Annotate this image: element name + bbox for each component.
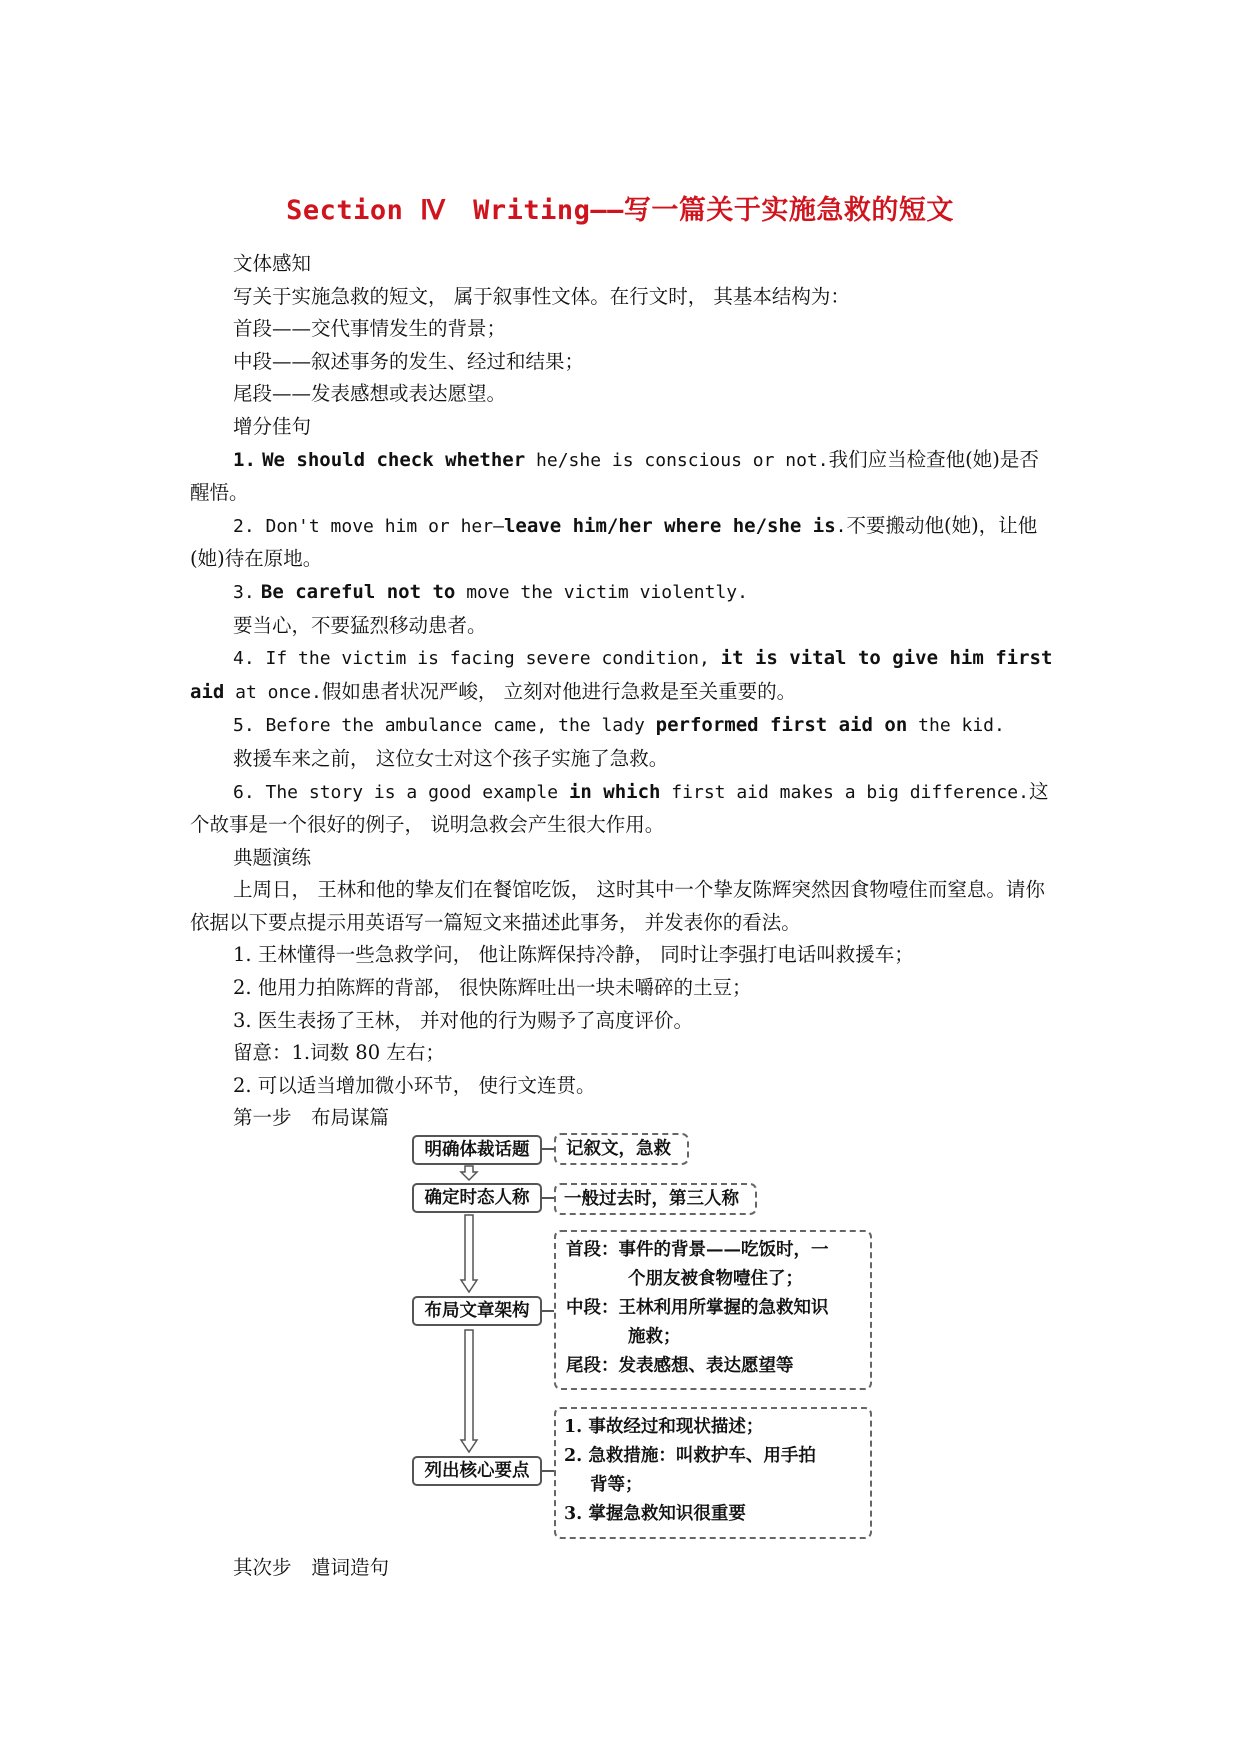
sentence-5-rest: the kid. (907, 715, 1005, 737)
sentence-6-cn: 这个故事是一个很好的例子， 说明急救会产生很大作用。 (190, 779, 1049, 837)
note-2: 2. 可以适当增加微小环节， 使行文连贯。 (233, 1073, 596, 1097)
structure-middle: 中段——叙述事务的发生、经过和结果； (233, 349, 585, 373)
arrow-1 (461, 1166, 477, 1180)
sentence-2-start: 2. Don't move him or her— (233, 515, 504, 537)
sentence-1 (190, 444, 1056, 510)
point-2: 2. 他用力拍陈辉的背部， 很快陈辉吐出一块未嚼碎的土豆； (233, 976, 752, 1000)
sentence-1-num: 1. (233, 448, 256, 471)
sentence-3-rest: move the victim violently. (455, 581, 748, 603)
flow-box-keypoints: 列出核心要点 (412, 1456, 542, 1486)
document-body (190, 248, 1056, 1135)
structure-first: 首段——交代事情发生的背景； (233, 317, 507, 341)
sentence-3-bold: Be careful not to (260, 580, 456, 603)
sentence-4-rest: at once. (224, 681, 322, 703)
practice-intro: 上周日， 王林和他的挚友们在餐馆吃饭， 这时其中一个挚友陈辉突然因食物噎住而窒息。请你依据以下要点提示用英语写一篇短文来描述此事务， 并发表你的看法。 (190, 878, 1045, 934)
sentence-4-cn: 假如患者状况严峻， 立刻对他进行急救是至关重要的。 (321, 679, 797, 703)
flow-box-genre: 明确体裁话题 (412, 1135, 542, 1165)
sentence-5-start: 5. Before the ambulance came, the lady (233, 715, 656, 737)
sentence-2-bold: leave him/her where he/she is (503, 514, 836, 537)
sentence-4 (190, 642, 1056, 709)
practice-heading: 典题演练 (233, 845, 312, 869)
sentence-6-start: 6. The story is a good example (233, 781, 569, 803)
sentence-1-bold: We should check whether (262, 448, 526, 471)
sentences-heading: 增分佳句 (233, 414, 312, 438)
flow-box-structure: 布局文章架构 (412, 1296, 542, 1326)
sentence-2-cn: 不要搬动他(她)，让他(她)待在原地。 (190, 513, 1038, 571)
sentence-4-bold: it is vital to give him first aid (190, 647, 1053, 703)
flowchart (412, 1130, 872, 1540)
genre-intro: 写关于实施急救的短文， 属于叙事性文体。在行文时， 其基本结构为： (233, 284, 850, 308)
point-3: 3. 医生表扬了王林， 并对他的行为赐予了高度评价。 (233, 1008, 694, 1032)
arrow-2 (461, 1215, 477, 1292)
note-1: 留意：1.词数 80 左右； (233, 1041, 445, 1065)
structure-last: 尾段——发表感想或表达愿望。 (233, 382, 507, 406)
section-title: Section Ⅳ Writing——写一篇关于实施急救的短文 (286, 195, 954, 226)
sentence-1-rest: he/she is conscious or not. (525, 449, 829, 471)
sentence-3-cn: 要当心，不要猛烈移动患者。 (233, 613, 487, 637)
sentence-5-bold: performed first aid on (655, 714, 908, 737)
flow-detail-keypoints: 1. 事故经过和现状描述； 2. 急救措施：叫救护车、用手拍 背等； 3. 掌握急救知识很重要 (554, 1407, 872, 1539)
sentence-1-cn: 我们应当检查他(她)是否醒悟。 (190, 447, 1039, 505)
sentence-5-cn: 救援车来之前， 这位女士对这个孩子实施了急救。 (233, 746, 669, 770)
sentence-5 (190, 709, 1056, 743)
genre-heading: 文体感知 (233, 252, 312, 275)
flow-detail-tense: 一般过去时，第三人称 (554, 1183, 757, 1215)
flow-detail-genre: 记叙文，急救 (554, 1133, 689, 1165)
point-1: 1. 王林懂得一些急救学问， 他让陈辉保持冷静， 同时让李强打电话叫救援车； (233, 943, 914, 967)
sentence-3 (190, 576, 1056, 610)
sentence-2-rest: . (835, 515, 847, 537)
sentence-4-start: 4. If the victim is facing severe condition, (233, 648, 721, 670)
step-1-heading: 第一步 布局谋篇 (233, 1106, 390, 1130)
sentence-2 (190, 510, 1056, 576)
sentence-3-num: 3. (233, 581, 255, 603)
flow-box-tense: 确定时态人称 (412, 1183, 542, 1213)
sentence-6 (190, 776, 1056, 842)
sentence-6-rest: first aid makes a big difference. (660, 781, 1029, 803)
flow-detail-structure: 首段：事件的背景——吃饭时，一 个朋友被食物噎住了； 中段：王林利用所掌握的急救知识 施救； 尾段：发表感想、表达愿望等 (554, 1230, 872, 1390)
sentence-6-bold: in which (568, 780, 661, 803)
step-2-heading: 其次步 遣词造句 (233, 1556, 390, 1579)
arrow-3 (461, 1330, 477, 1452)
